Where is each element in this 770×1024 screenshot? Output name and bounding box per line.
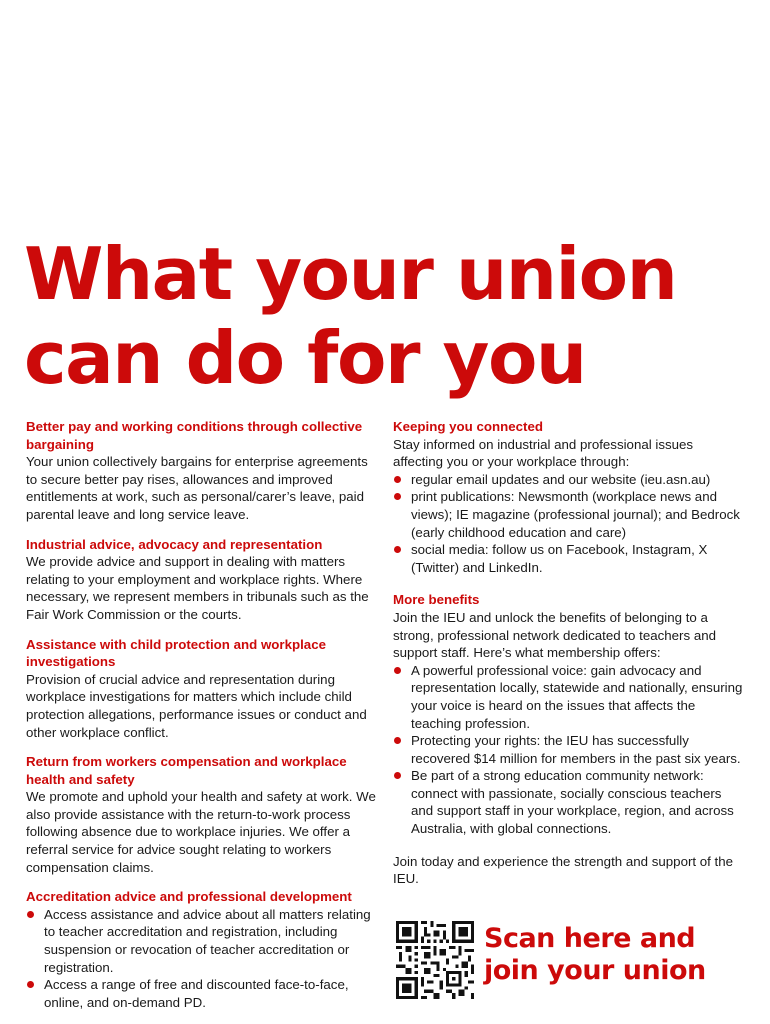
section-keeping-connected	[393, 418, 743, 576]
bullet-list	[393, 471, 743, 577]
bullet-dot-icon	[394, 737, 401, 744]
scan-call-to-action	[484, 923, 706, 987]
bullet-dot-icon	[394, 493, 401, 500]
bullet-dot-icon	[394, 667, 401, 674]
list-item: Access a range of free and discounted face-to-face, online, and on-demand PD.	[26, 976, 382, 1011]
section-text: Stay informed on industrial and professional issues affecting you or your workplace through:	[393, 436, 694, 470]
section-join-today	[393, 853, 743, 888]
list-item: A powerful professional voice: gain advocacy and representation locally, statewide and nationally, ensuring your voice is heard on the issues that affects the teaching profession.	[393, 662, 743, 732]
bullet-dot-icon	[394, 546, 401, 553]
section-workers-compensation	[26, 753, 382, 876]
section-heading: Accreditation advice and professional development	[26, 889, 352, 905]
section-heading: Better pay and working conditions through collective bargaining	[26, 419, 363, 452]
title-line-1: What your union	[24, 232, 677, 316]
section-text: Provision of crucial advice and representation during workplace investigations for matters which include child protection allegations, performance issues or conduct and other workplace conflict.	[26, 671, 367, 740]
section-industrial-advice	[26, 536, 382, 624]
list-item: Access assistance and advice about all matters relating to teacher accreditation and registration, including suspension or revocation of teacher accreditation or registration.	[26, 906, 382, 976]
section-more-benefits	[393, 591, 743, 837]
bullet-dot-icon	[394, 772, 401, 779]
section-text: We provide advice and support in dealing with matters relating to your employment and workplace rights. Where necessary, we represent members in tribunals such as the Fair Work Commission or the courts.	[26, 554, 369, 622]
section-heading: Assistance with child protection and workplace investigations	[26, 636, 326, 670]
bullet-dot-icon	[27, 981, 34, 988]
section-accreditation	[26, 888, 382, 1011]
section-heading: Keeping you connected	[393, 419, 543, 434]
qr-code-icon[interactable]	[396, 921, 474, 999]
section-text: We promote and uphold your health and safety at work. We also provide assistance with the return-to-work process following absence due to workplace injuries. We offer a referral service for advice sought relating to workers compensation claims.	[26, 789, 376, 875]
section-text: Your union collectively bargains for enterprise agreements to secure better pay rises, allowances and improved entitlements at work, such as personal/carer’s leave, paid parental leave and long service leave.	[26, 454, 368, 522]
list-item: social media: follow us on Facebook, Instagram, X (Twitter) and LinkedIn.	[393, 541, 743, 576]
right-column	[393, 418, 743, 903]
bullet-dot-icon	[394, 476, 401, 483]
list-item: Protecting your rights: the IEU has successfully recovered $14 million for members in the past six years.	[393, 732, 743, 767]
title-line-2: can do for you	[24, 316, 586, 400]
list-item: regular email updates and our website (ieu.asn.au)	[393, 471, 743, 489]
list-item: Be part of a strong education community network: connect with passionate, socially conscious teachers and support staff in your workplace, region, and across Australia, with global connections.	[393, 767, 743, 837]
section-child-protection	[26, 636, 382, 742]
section-heading: Industrial advice, advocacy and representation	[26, 536, 323, 552]
cta-line-2: join your union	[484, 955, 706, 986]
bullet-dot-icon	[27, 911, 34, 918]
bullet-list	[393, 662, 743, 838]
section-heading: More benefits	[393, 592, 480, 608]
section-text: Join the IEU and unlock the benefits of belonging to a strong, professional network dedicated to teachers and support staff. Here’s what membership offers:	[393, 609, 717, 661]
section-text: Join today and experience the strength and support of the IEU.	[393, 853, 734, 887]
section-heading: Return from workers compensation and workplace health and safety	[26, 754, 347, 787]
cta-line-1: Scan here and	[484, 923, 696, 954]
bullet-list	[26, 906, 382, 1012]
list-item: print publications: Newsmonth (workplace news and views); IE magazine (professional journal); and Bedrock (early childhood education and care)	[393, 488, 743, 541]
left-column	[26, 418, 382, 1023]
section-better-pay	[26, 418, 382, 524]
page-title	[24, 232, 676, 400]
